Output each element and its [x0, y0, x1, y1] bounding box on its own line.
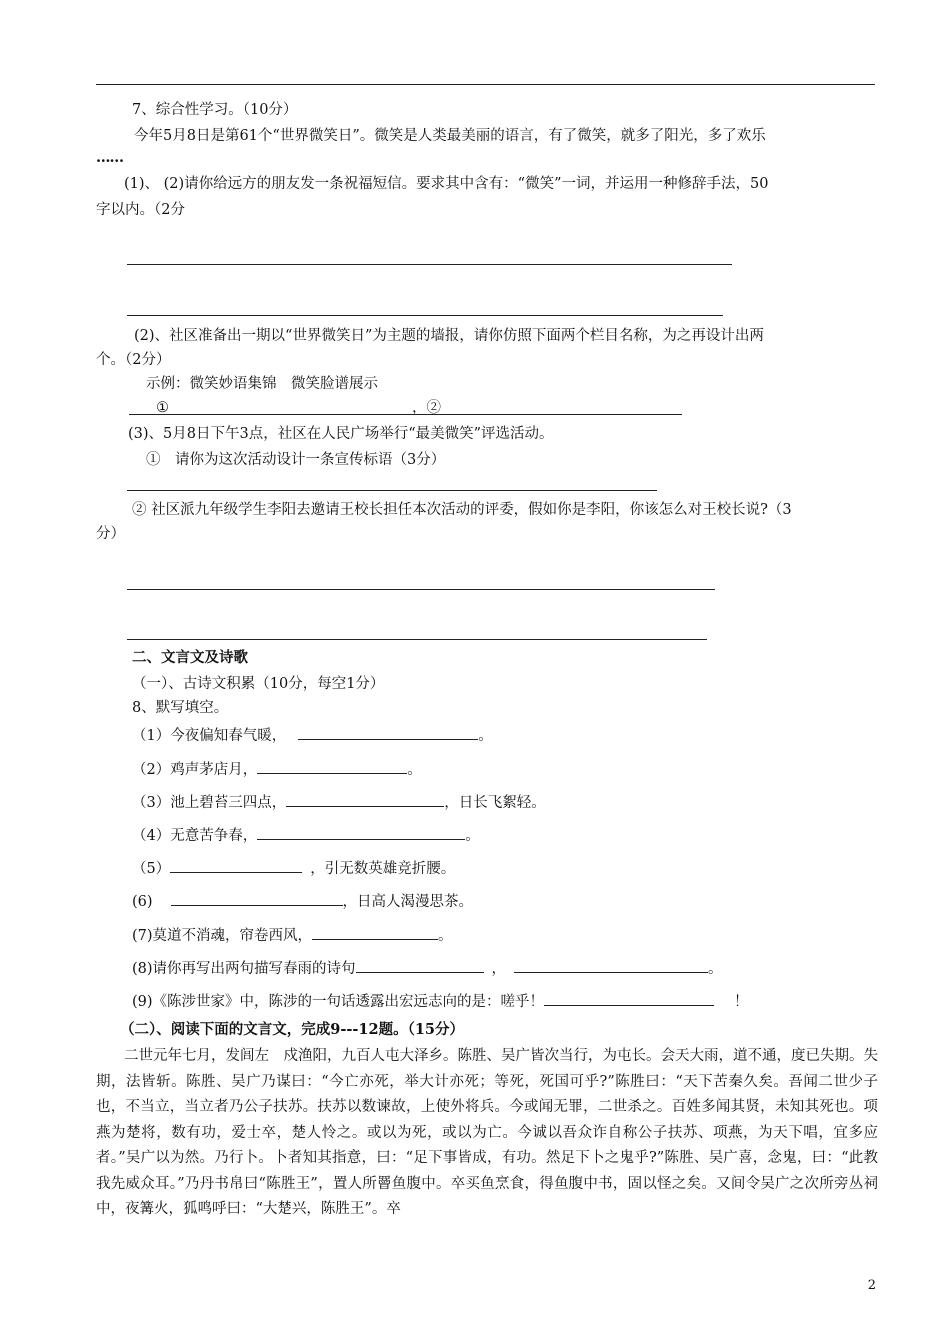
- answer-line-3[interactable]: [127, 589, 715, 590]
- q7-intro-line2: ……: [96, 149, 123, 166]
- q8-item-6: (6) ，日高人渴漫思茶。: [132, 890, 473, 912]
- section2-sub2: （二）、阅读下面的文言文，完成9---12题。（15分）: [120, 1021, 464, 1038]
- q8-blank-3[interactable]: [286, 791, 444, 807]
- q8-item-5: （5） ，引无数英雄竞折腰。: [132, 857, 455, 879]
- q7-part3-sub2-line2: 分）: [96, 526, 125, 542]
- answer-line-1[interactable]: [127, 264, 732, 265]
- section2-heading: 二、文言文及诗歌: [132, 649, 248, 666]
- q8-item-1: （1）今夜偏知春气暖， 。: [132, 724, 493, 746]
- q8-blank-7[interactable]: [312, 924, 438, 940]
- blank-mark-2: ，②: [412, 400, 441, 416]
- column-name-answer-line[interactable]: [129, 414, 682, 415]
- q8-item-8: (8)请你再写出两句描写春雨的诗句 ， 。: [132, 957, 723, 979]
- q7-intro-line1: 今年5月8日是第61个“世界微笑日”。微笑是人类最美丽的语言，有了微笑，就多了阳光，多了欢乐: [134, 128, 766, 144]
- q8-item-9: (9)《陈涉世家》中，陈涉的一句话透露出宏远志向的是：嗟乎！ ！: [132, 990, 749, 1012]
- q7-part1-line1: (1)、 (2)请你给远方的朋友发一条祝福短信。要求其中含有：“微笑”一词，并运用一种修辞手法，50: [124, 176, 769, 192]
- header-rule: [96, 84, 875, 85]
- section2-sub1: （一）、古诗文积累（10分，每空1分）: [132, 676, 385, 692]
- q7-part3: (3)、5月8日下午3点，社区在人民广场举行“最美微笑”评选活动。: [128, 426, 554, 442]
- q8-item-7: (7)莫道不消魂，帘卷西风， 。: [132, 924, 453, 946]
- answer-line-2[interactable]: [127, 315, 723, 316]
- q8-blank-4[interactable]: [257, 824, 465, 840]
- classical-passage: 二世元年七月，发闾左 戍渔阳，九百人屯大泽乡。陈胜、吴广皆次当行，为屯长。会天大雨，道不通，度已失期。失期，法皆斩。陈胜、吴广乃谋曰：“今亡亦死，举大计亦死；等死，死国可乎?”陈胜曰：“天下苦秦久矣。吾闻二世少子也，不当立，当立者乃公子扶苏。扶苏以数谏故，上使外将兵。今或闻无罪，二世杀之。百姓多闻其贤，未知其死也。项燕为楚将，数有功，爱士卒，楚人怜之。或以为死，或以为亡。今诚以吾众诈自称公子扶苏、项燕，为天下唱，宜多应者。”吴广以为然。乃行卜。卜者知其指意，曰：“足下事皆成，有功。然足下卜之鬼乎?”陈胜、吴广喜，念鬼，曰：“此教我先威众耳。”乃丹书帛曰“陈胜王”，置人所罾鱼腹中。卒买鱼烹食，得鱼腹中书，固以怪之矣。又间令吴广之次所旁丛祠中，夜篝火，狐鸣呼曰：“大楚兴，陈胜王”。卒: [96, 1048, 878, 1217]
- q8-blank-8b[interactable]: [514, 957, 708, 973]
- q8-item-4: （4）无意苦争春， 。: [132, 824, 480, 846]
- q8-item-3: （3）池上碧苔三四点， ，日长飞絮轻。: [132, 791, 546, 813]
- q8-blank-6[interactable]: [171, 890, 343, 906]
- q8-blank-1[interactable]: [298, 724, 478, 740]
- q8-title: 8、默写填空。: [132, 700, 229, 716]
- q7-part1-line2: 字以内。（2分: [96, 202, 185, 218]
- q7-part3-sub1: ① 请你为这次活动设计一条宣传标语（3分）: [146, 452, 446, 468]
- q8-blank-8a[interactable]: [356, 957, 484, 973]
- page-number: 2: [867, 1278, 876, 1293]
- q7-part2-line1: (2)、社区准备出一期以“世界微笑日”为主题的墙报，请你仿照下面两个栏目名称，为之再设计出两: [134, 328, 764, 344]
- q8-blank-9[interactable]: [544, 990, 714, 1006]
- answer-line-4[interactable]: [127, 639, 707, 640]
- slogan-answer-line[interactable]: [127, 490, 657, 491]
- blank-mark-1: ①: [156, 400, 169, 416]
- q8-blank-2[interactable]: [257, 758, 407, 774]
- q8-item-2: （2）鸡声茅店月， 。: [132, 758, 422, 780]
- q8-blank-5[interactable]: [170, 857, 302, 873]
- q7-part2-line2: 个。（2分）: [96, 352, 171, 368]
- q7-title: 7、综合性学习。（10分）: [132, 102, 298, 118]
- q7-example: 示例：微笑妙语集锦 微笑脸谱展示: [146, 376, 378, 392]
- q7-part3-sub2-line1: ② 社区派九年级学生李阳去邀请王校长担任本次活动的评委，假如你是李阳，你该怎么对王校长说?（3: [132, 502, 792, 518]
